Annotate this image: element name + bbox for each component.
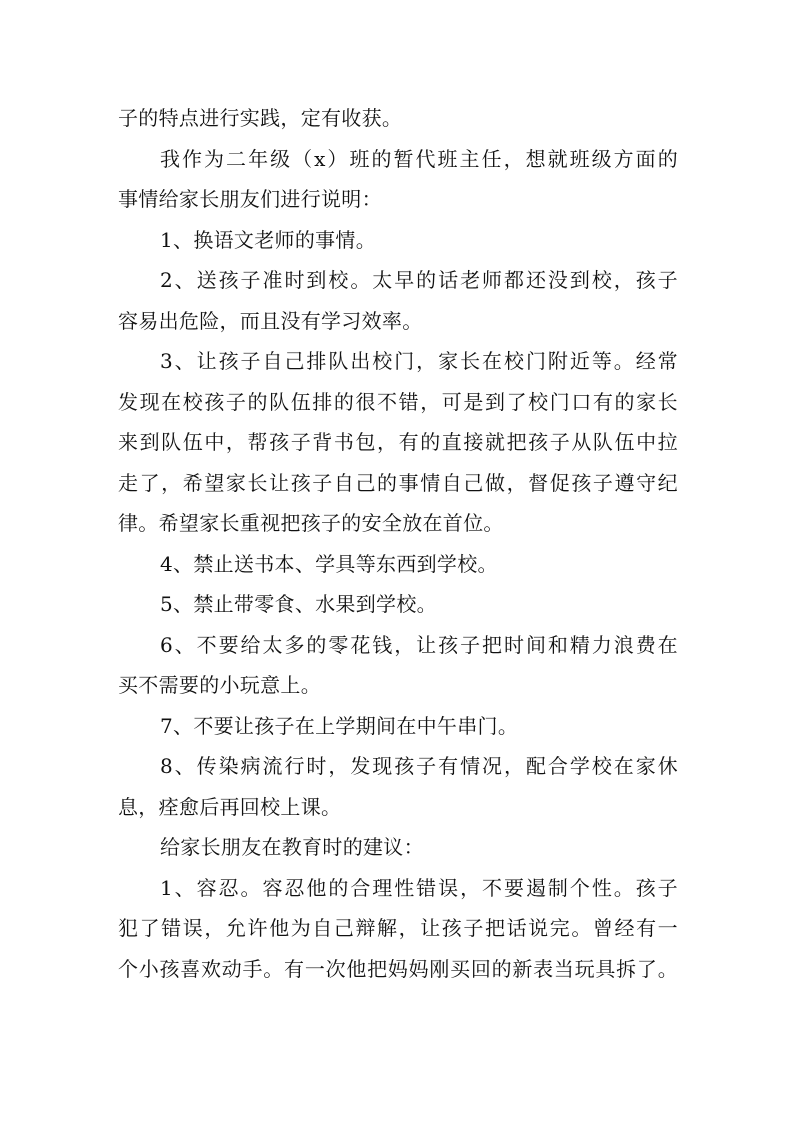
advice-item-1-line-2: 犯了错误，允许他为自己辩解，让孩子把话说完。曾经有一: [118, 916, 678, 940]
list-item-6-line-1: 6、不要给太多的零花钱，让孩子把时间和精力浪费在: [160, 632, 678, 657]
list-item-3-line-3: 来到队伍中，帮孩子背书包，有的直接就把孩子从队伍中拉: [118, 430, 678, 454]
list-item-2-line-2: 容易出危险，而且没有学习效率。: [118, 308, 423, 333]
text-line-1: 子的特点进行实践，定有收获。: [118, 106, 403, 130]
document-body: [118, 98, 678, 989]
list-item-3-line-2: 发现在校孩子的队伍排的很不错，可是到了校门口有的家长: [118, 389, 678, 414]
list-item-8-line-1: 8、传染病流行时，发现孩子有情况，配合学校在家休: [160, 754, 678, 778]
list-item-7: 7、不要让孩子在上学期间在中午串门。: [160, 713, 519, 738]
list-item-3-line-5: 律。希望家长重视把孩子的安全放在首位。: [118, 511, 504, 535]
list-item-3-line-4: 走了，希望家长让孩子自己的事情自己做，督促孩子遵守纪: [118, 470, 678, 495]
section-heading-advice: 给家长朋友在教育时的建议：: [160, 835, 424, 859]
list-item-8-line-2: 息，痊愈后再回校上课。: [118, 794, 342, 819]
text-line-2: 我作为二年级（x）班的暂代班主任，想就班级方面的: [160, 146, 678, 171]
list-item-3-line-1: 3、让孩子自己排队出校门，家长在校门附近等。经常: [160, 349, 678, 373]
list-item-5: 5、禁止带零食、水果到学校。: [160, 592, 437, 616]
list-item-4: 4、禁止送书本、学具等东西到学校。: [160, 551, 498, 576]
list-item-6-line-2: 买不需要的小玩意上。: [118, 673, 321, 697]
text-line-3: 事情给家长朋友们进行说明：: [118, 187, 382, 211]
list-item-1: 1、换语文老师的事情。: [160, 227, 377, 252]
list-item-2-line-1: 2、送孩子准时到校。太早的话老师都还没到校，孩子: [160, 268, 678, 292]
advice-item-1-line-3: 个小孩喜欢动手。有一次他把妈妈刚买回的新表当玩具拆了。: [118, 956, 678, 981]
advice-item-1-line-1: 1、容忍。容忍他的合理性错误，不要遏制个性。孩子: [160, 875, 678, 900]
